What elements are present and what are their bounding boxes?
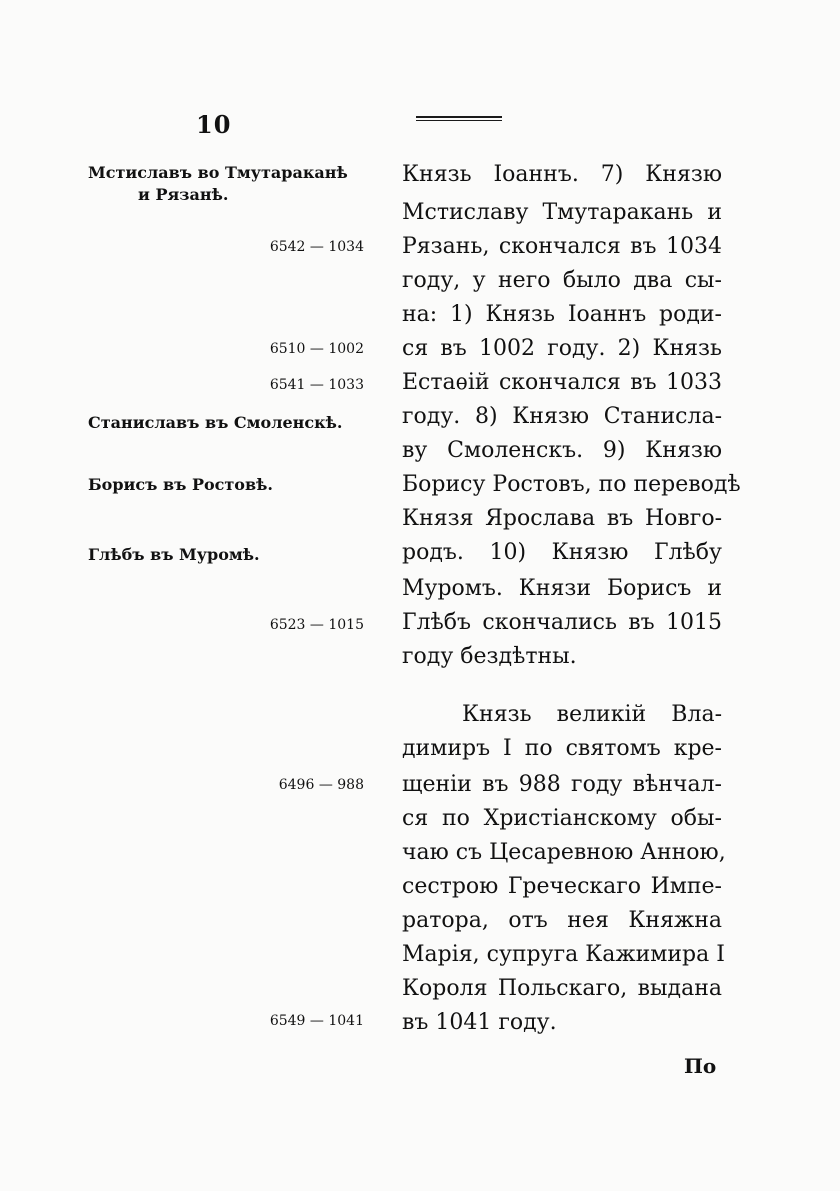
catchword: По	[684, 1054, 717, 1078]
body-line: Мстиславу Тмутаракань и	[402, 200, 722, 225]
margin-note-boris: Борисъ въ Ростовѣ.	[88, 475, 273, 494]
margin-date: 6541 — 1033	[269, 377, 364, 393]
body-line: Князя Ярослава въ Новго-	[402, 506, 722, 531]
body-line: Марія, супруга Кажимира I	[402, 942, 725, 967]
body-line: году, у него было два сы-	[402, 268, 722, 293]
header-rule-line	[416, 116, 502, 118]
body-line: году. 8) Князю Станисла-	[402, 404, 722, 429]
body-line: родъ. 10) Князю Глѣбу	[402, 540, 722, 565]
body-line: ратора, отъ нея Княжна	[402, 908, 722, 933]
header-rule-line	[416, 120, 502, 121]
body-line: Рязань, скончался въ 1034	[402, 234, 722, 259]
margin-note-gleb: Глѣбъ въ Муромѣ.	[88, 545, 260, 564]
body-line: щеніи въ 988 году вѣнчал-	[402, 772, 722, 797]
body-line: въ 1041 году.	[402, 1010, 557, 1035]
body-line: на: 1) Князь Іоаннъ роди-	[402, 302, 722, 327]
body-line: Глѣбъ скончались въ 1015	[402, 610, 722, 635]
body-line: Князь Іоаннъ. 7) Князю	[402, 162, 722, 187]
body-line: Естаѳій скончался въ 1033	[402, 370, 722, 395]
margin-date: 6523 — 1015	[269, 617, 364, 633]
body-line: Борису Ростовъ, по переводѣ	[402, 472, 741, 497]
margin-note-stanislav: Станиславъ въ Смоленскѣ.	[88, 413, 343, 432]
body-line: чаю съ Цесаревною Анною,	[402, 840, 726, 865]
margin-date: 6496 — 988	[278, 777, 364, 793]
margin-date: 6510 — 1002	[269, 341, 364, 357]
body-line: ся въ 1002 году. 2) Князь	[402, 336, 722, 361]
body-line: Князь великій Вла-	[462, 702, 722, 727]
margin-note-mstislav: Мстиславъ во Тмутараканѣ	[88, 163, 348, 182]
body-line: ву Смоленскъ. 9) Князю	[402, 438, 722, 463]
margin-date: 6542 — 1034	[269, 239, 364, 255]
margin-date: 6549 — 1041	[269, 1013, 364, 1029]
body-line: сестрою Греческаго Импе-	[402, 874, 722, 899]
body-line: году бездѣтны.	[402, 644, 577, 669]
page-number: 10	[196, 110, 232, 139]
margin-note-mstislav-cont: и Рязанѣ.	[138, 185, 229, 204]
body-line: ся по Христіанскому обы-	[402, 806, 722, 831]
header-rule	[416, 116, 502, 123]
body-line: Короля Польскаго, выдана	[402, 976, 722, 1001]
body-line: димиръ I по святомъ кре-	[402, 736, 722, 761]
body-line: Муромъ. Князи Борисъ и	[402, 576, 722, 601]
